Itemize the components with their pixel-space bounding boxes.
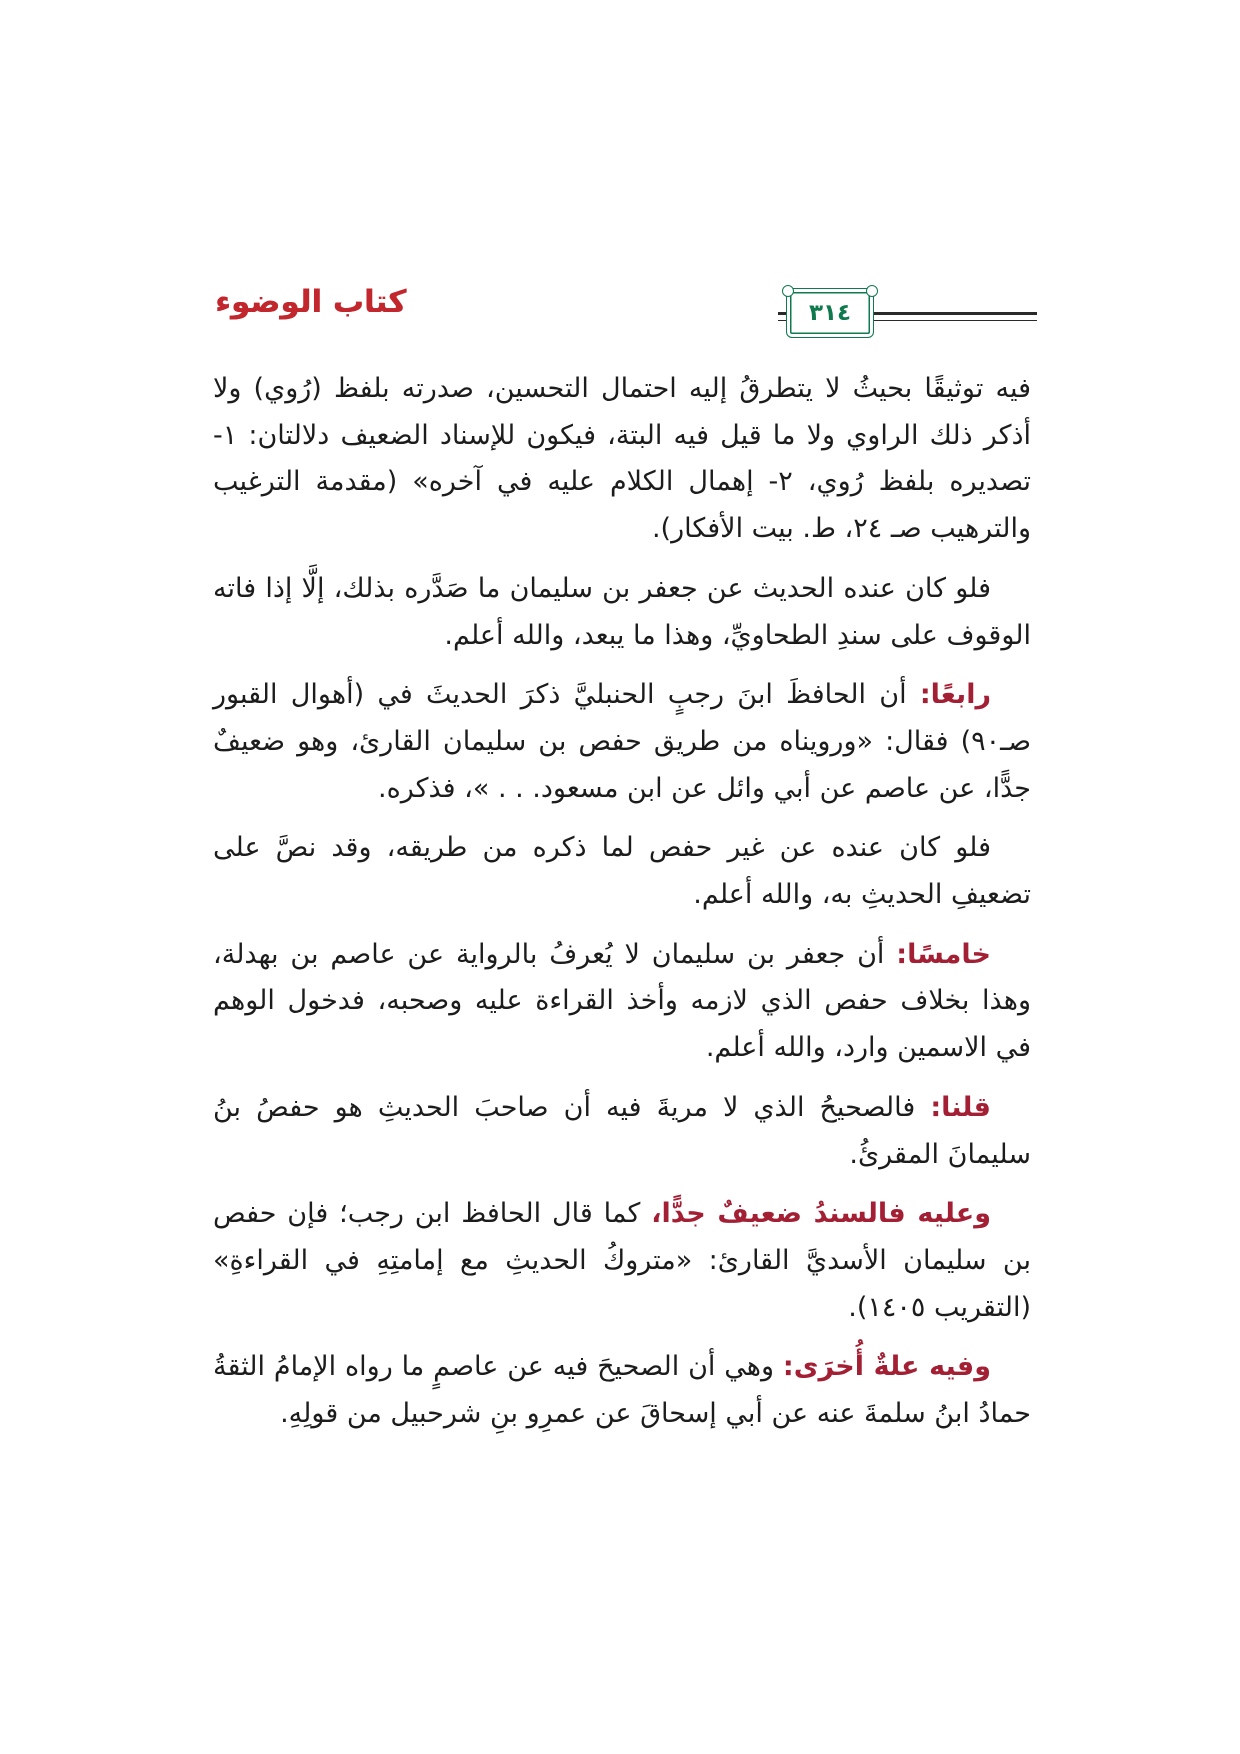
paragraph-lead: خامسًا: [896, 938, 991, 970]
paragraph-text: فالصحيحُ الذي لا مريةَ فيه أن صاحبَ الحديثِ هو حفصُ بنُ سليمانَ المقرئُ. [213, 1091, 1031, 1170]
paragraph-text: فلو كان عنده الحديث عن جعفر بن سليمان ما صَدَّره بذلك، إلَّا إذا فاته الوقوف على سندِ الطحاويِّ، وهذا ما يبعد، والله أعلم. [213, 572, 1031, 651]
paragraph-lead: رابعًا: [919, 679, 991, 711]
paragraph [213, 672, 1031, 812]
paragraph-text: أن الحافظَ ابنَ رجبٍ الحنبليَّ ذكرَ الحديثَ في (أهوال القبور صـ٩٠) فقال: «ورويناه من طريق حفص بن سليمان القارئ، وهو ضعيفٌ جدًّا، عن عاصم عن أبي وائل عن ابن مسعود. . . »، فذكره. [213, 679, 1031, 804]
page-number: ٣١٤ [808, 300, 852, 326]
paragraph [213, 1191, 1031, 1331]
page-number-frame [786, 288, 874, 338]
paragraph-text: وهي أن الصحيحَ فيه عن عاصمٍ ما رواه الإمامُ الثقةُ حمادُ ابنُ سلمةَ عنه عن أبي إسحاقَ عن عمرِو بنِ شرحبيل من قولِهِ. [213, 1351, 1031, 1430]
paragraph-text: أن جعفر بن سليمان لا يُعرفُ بالرواية عن عاصم بن بهدلة، وهذا بخلاف حفص الذي لازمه وأخذ القراءة عليه وصحبه، فدخول الوهم في الاسمين وارد، والله أعلم. [213, 938, 1031, 1064]
paragraph [213, 366, 1031, 553]
paragraph [213, 1085, 1031, 1178]
paragraph [213, 932, 1031, 1072]
paragraph-lead: وعليه فالسندُ ضعيفٌ جدًّا، [651, 1198, 991, 1230]
paragraph-text: فلو كان عنده عن غير حفص لما ذكره من طريقه، وقد نصَّ على تضعيفِ الحديثِ به، والله أعلم. [213, 832, 1031, 911]
page-content [213, 282, 1031, 1451]
paragraph [213, 1344, 1031, 1437]
book-title: كتاب الوضوء [215, 284, 407, 320]
paragraph-lead: قلنا: [930, 1091, 991, 1123]
page-header [213, 282, 1031, 340]
body-text [213, 366, 1031, 1438]
paragraph-lead: وفيه علةٌ أُخرَى: [782, 1351, 991, 1383]
paragraph [213, 825, 1031, 918]
paragraph [213, 566, 1031, 659]
paragraph-text: فيه توثيقًا بحيثُ لا يتطرقُ إليه احتمال التحسين، صدرته بلفظ (رُوي) ولا أذكر ذلك الراوي ولا ما قيل فيه البتة، فيكون للإسناد الضعيف دلالتان: ١- تصديره بلفظ رُوي، ٢- إهمال الكلام عليه في آخره» (مقدمة الترغيب والترهيب صـ ٢٤، ط. بيت الأفكار). [213, 373, 1031, 545]
paragraph-text: كما قال الحافظ ابن رجب؛ فإن حفص بن سليمان الأسديَّ القارئ: «متروكُ الحديثِ مع إمامتِهِ في القراءةِ» (التقريب ١٤٠٥). [213, 1198, 1031, 1323]
